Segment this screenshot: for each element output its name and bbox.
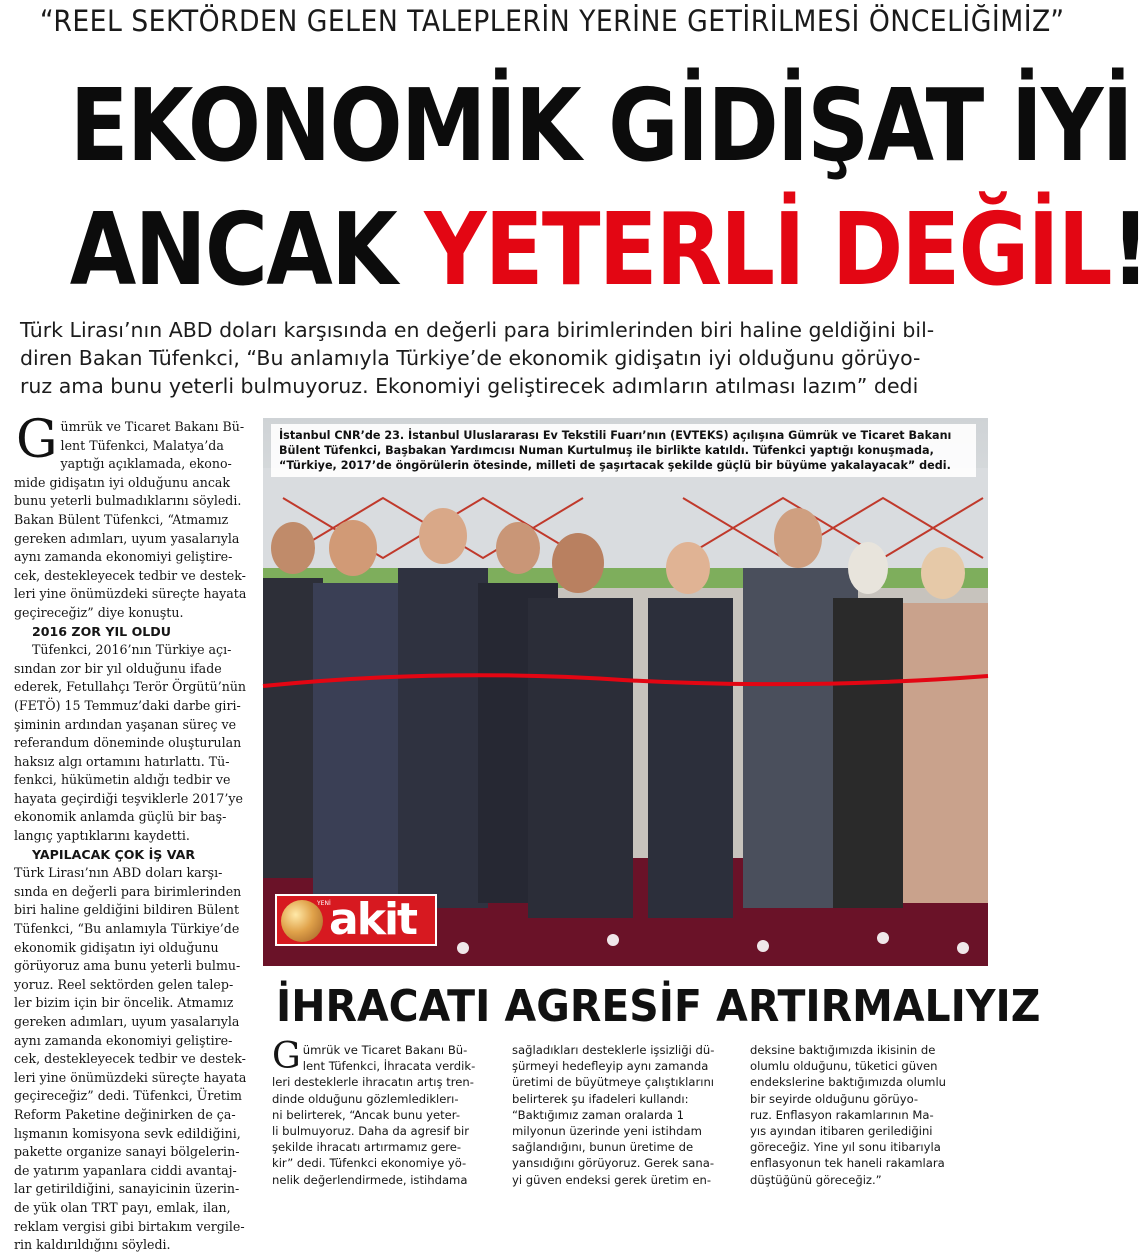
- sub-headline: İHRACATI AGRESİF ARTIRMALIYIZ: [276, 981, 1041, 1032]
- dropcap-letter: G: [272, 1036, 301, 1077]
- text-line: Reform Paketine değinirken de ça-: [14, 1106, 236, 1122]
- ribbon-cutting-photo: [263, 418, 988, 966]
- text-line: sında en değerli para birimlerinden: [14, 883, 242, 899]
- text-line: (FETÖ) 15 Temmuz’daki darbe giri-: [14, 697, 241, 713]
- text-line: ederek, Fetullahçı Terör Örgütü’nün: [14, 679, 247, 695]
- text-line: şekilde ihracatı artırmamız gere-: [272, 1140, 462, 1155]
- text-line: aynı zamanda ekonomiyi geliştire-: [14, 549, 233, 565]
- text-line: bunu yeterli bulmadıklarını söyledi.: [14, 493, 242, 509]
- article-left-column: [14, 410, 259, 1255]
- text-line: sağladıkları desteklerle işsizliği dü-: [512, 1043, 715, 1057]
- caption-line: “Türkiye, 2017’de öngörülerin ötesinde, milleti de şaşırtacak şekilde güçlü bir büyüme yakalayacak” dedi.: [279, 459, 951, 472]
- text-line: endekslerine baktığımızda olumlu: [750, 1075, 947, 1090]
- text-line: enflasyonun tek haneli rakamlara: [750, 1156, 945, 1171]
- text-line: ler bizim için bir öncelik. Atmamız: [14, 995, 234, 1011]
- text-line: geçireceğiz” diye konuştu.: [14, 604, 184, 620]
- deck-line: ruz ama bunu yeterli bulmuyoruz. Ekonomiyi geliştirecek adımların atılması lazım” dedi: [20, 374, 919, 398]
- deck-line: Türk Lirası’nın ABD doları karşısında en değerli para birimlerinden biri haline geldiğini bil-: [20, 318, 935, 342]
- deck-line: diren Bakan Tüfenkci, “Bu anlamıyla Türkiye’de ekonomik gidişatın iyi olduğunu görüyo-: [20, 346, 921, 370]
- text-line: de yük olan TRT payı, emlak, ilan,: [14, 1199, 231, 1215]
- subheading-2016: 2016 ZOR YIL OLDU: [32, 623, 171, 639]
- text-line: yi güven endeksi gerek üretim en-: [512, 1172, 712, 1187]
- text-line: cek, destekleyecek tedbir ve destek-: [14, 567, 246, 583]
- sub-article-column-3: [750, 1042, 982, 1188]
- dropcap-letter: G: [16, 410, 58, 470]
- headline-exclamation: !: [1110, 191, 1148, 308]
- sub-article-column-2: [512, 1042, 738, 1188]
- deck-summary: [20, 316, 988, 400]
- text-line: mide gidişatın iyi olduğunu ancak: [14, 474, 231, 490]
- text-line: li bulmuyoruz. Daha da agresif bir: [272, 1124, 470, 1139]
- text-line: şürmeyi hedefleyip aynı zamanda: [512, 1059, 709, 1074]
- kicker-quote: “REEL SEKTÖRDEN GELEN TALEPLERİN YERİNE GETİRİLMESİ ÖNCELİĞİMİZ”: [39, 4, 1065, 38]
- text-line: sından zor bir yıl olduğunu ifade: [14, 660, 222, 676]
- text-line: yaptığı açıklamada, ekono-: [60, 456, 232, 472]
- text-line: ümrük ve Ticaret Bakanı Bü-: [302, 1043, 468, 1057]
- text-line: langıç yaptıklarını kaydetti.: [14, 828, 190, 844]
- text-line: ni belirterek, “Ancak bunu yeter-: [272, 1107, 461, 1122]
- text-line: yıs ayından itibaren gerilediğini: [750, 1124, 933, 1139]
- text-line: kir” dedi. Tüfenkci ekonomiye yö-: [272, 1156, 467, 1171]
- text-line: rin kaldırıldığını söyledi.: [14, 1237, 171, 1253]
- text-line: gereken adımları, uyum yasalarıyla: [14, 530, 240, 546]
- headline-line-1: EKONOMİK GİDİŞAT İYİ: [69, 67, 1132, 184]
- text-line: deksine baktığımızda ikisinin de: [750, 1043, 936, 1057]
- text-line: fenkci, hükümetin aldığı tedbir ve: [14, 772, 231, 788]
- headline-red-part: YETERLİ DEĞİL: [424, 191, 1111, 308]
- text-line: cek, destekleyecek tedbir ve destek-: [14, 1051, 246, 1067]
- text-line: hayata geçirdiği teşviklerle 2017’ye: [14, 790, 243, 806]
- headline-line-2: [69, 191, 1148, 308]
- text-line: lar getirildiğini, sanayicinin üzerin-: [14, 1181, 240, 1197]
- sub-article-column-1: [272, 1036, 498, 1188]
- text-line: düştüğünü göreceğiz.”: [750, 1172, 882, 1187]
- text-line: ruz. Enflasyon rakamlarının Ma-: [750, 1107, 934, 1122]
- text-line: bir seyirde olduğunu görüyo-: [750, 1091, 919, 1106]
- text-line: lışmanın komisyona sevk edildiğini,: [14, 1125, 241, 1141]
- text-line: yansıdığını görüyoruz. Gerek sana-: [512, 1156, 715, 1171]
- text-line: gereken adımları, uyum yasalarıyla: [14, 1014, 240, 1029]
- photo-caption: [271, 424, 976, 477]
- headline-black-part: ANCAK: [69, 191, 425, 308]
- text-line: ekonomik anlamda güçlü bir baş-: [14, 809, 227, 825]
- text-line: reklam vergisi gibi birtakım vergile-: [14, 1218, 245, 1234]
- text-line: milyonun üzerinde yeni istihdam: [512, 1124, 702, 1139]
- text-line: nelik değerlendirmede, istihdama: [272, 1172, 468, 1187]
- text-line: haksız algı ortamını hatırlattı. Tü-: [14, 753, 230, 769]
- text-line: lent Tüfenkci, Malatya’da: [60, 437, 224, 453]
- text-line: yoruz. Reel sektörden gelen talep-: [14, 976, 234, 992]
- text-line: geçireceğiz” dedi. Tüfenkci, Üretim: [14, 1088, 242, 1104]
- text-line: olumlu olduğunu, tüketici güven: [750, 1059, 938, 1074]
- text-line: leri yine önümüzdeki süreçte hayata: [14, 1069, 247, 1085]
- text-line: Türk Lirası’nın ABD doları karşı-: [14, 865, 223, 881]
- logo-text: akit: [329, 894, 417, 945]
- text-line: leri yine önümüzdeki süreçte hayata: [14, 586, 247, 602]
- text-line: leri desteklerle ihracatın artış tren-: [272, 1075, 474, 1090]
- text-line: lent Tüfenkci, İhracata verdik-: [302, 1059, 476, 1074]
- text-line: referandum döneminde oluşturulan: [14, 735, 242, 751]
- sub-article-box: [266, 1036, 988, 1196]
- text-line: “Baktığımız zaman oralarda 1: [512, 1107, 685, 1122]
- text-line: göreceğiz. Yine yıl sonu itibarıyla: [750, 1140, 941, 1155]
- text-line: dinde olduğunu gözlemlediklerı-: [272, 1091, 459, 1106]
- news-photo: [263, 418, 988, 966]
- caption-line: Bülent Tüfenkci, Başbakan Yardımcısı Numan Kurtulmuş ile birlikte katıldı. Tüfenkci yaptığı konuşmada,: [279, 444, 934, 457]
- paragraph-yapilacak: [14, 864, 259, 1254]
- text-line: Tüfenkci, “Bu anlamıyla Türkiye’de: [14, 921, 240, 937]
- text-line: aynı zamanda ekonomiyi geliştire-: [14, 1032, 233, 1048]
- text-line: de yatırım yapanlara ciddi avantaj-: [14, 1162, 237, 1178]
- akit-logo: [275, 894, 437, 946]
- paragraph-2016: [14, 641, 259, 846]
- text-line: görüyoruz ama bunu yeterli bulmu-: [14, 958, 241, 974]
- subheading-yapilacak: YAPILACAK ÇOK İŞ VAR: [32, 846, 196, 862]
- text-line: Tüfenkci, 2016’nın Türkiye açı-: [32, 642, 232, 658]
- text-line: üretimi de büyütmeye çalıştıklarını: [512, 1075, 715, 1090]
- text-line: sağlandığını, bunun üretime de: [512, 1140, 694, 1155]
- text-line: Bakan Bülent Tüfenkci, “Atmamız: [14, 511, 229, 527]
- text-line: ekonomik gidişatın iyi olduğunu: [14, 939, 219, 955]
- text-line: ümrük ve Ticaret Bakanı Bü-: [60, 419, 245, 434]
- logo-small-text: YENİ: [317, 900, 331, 907]
- text-line: pakette organize sanayi bölgelerin-: [14, 1144, 240, 1160]
- text-line: belirterek şu ifadeleri kullandı:: [512, 1091, 689, 1106]
- caption-line: İstanbul CNR’de 23. İstanbul Uluslararası Ev Tekstili Fuarı’nın (EVTEKS) açılışına Gümrük ve Ticaret Bakanı: [279, 429, 952, 442]
- text-line: biri haline geldiğini bildiren Bülent: [14, 902, 240, 918]
- text-line: şiminin ardından yaşanan süreç ve: [14, 716, 237, 732]
